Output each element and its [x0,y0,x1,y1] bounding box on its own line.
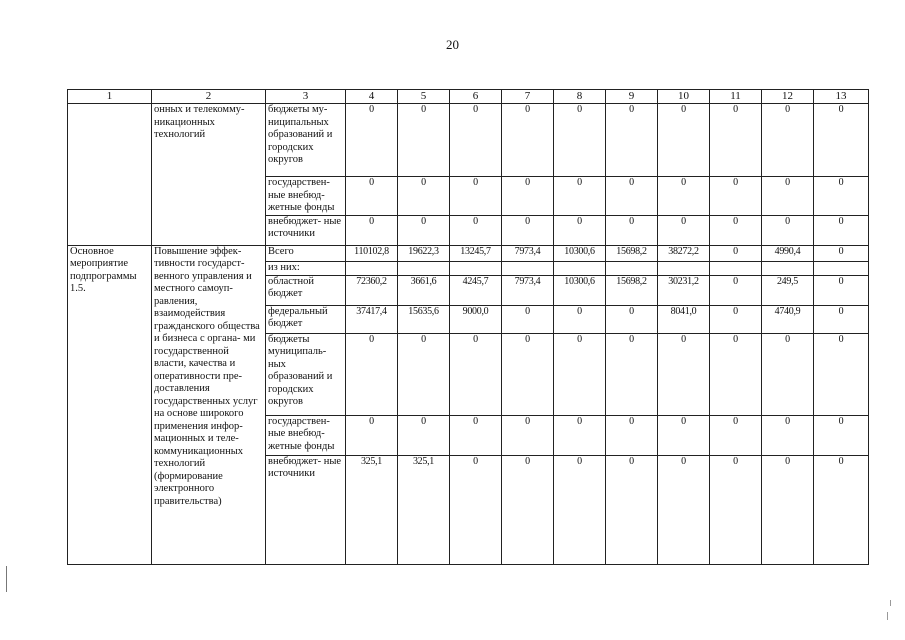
value-cell: 249,5 [762,275,814,305]
value-cell [346,261,398,275]
value-cell: 0 [554,415,606,455]
value-cell: 0 [398,333,450,415]
value-cell: 0 [710,215,762,245]
value-cell [606,261,658,275]
value-cell: 0 [450,415,502,455]
value-cell: 0 [710,245,762,261]
value-cell: 0 [710,333,762,415]
value-cell: 0 [814,415,869,455]
value-cell: 0 [606,215,658,245]
activity-description: Повышение эффек- тивности государст- венного управления и местного самоуп- равления, взаимодействия гражданского общества и бизнеса с органа- ми государственной власти, качества и оперативности пре- доставления государственных услуг на основе широкого применения инфор- мационных и теле- коммуникационных технологий (формирование электронного правительства) [152,245,266,564]
value-cell [554,261,606,275]
column-header: 2 [152,90,266,104]
value-cell: 0 [710,104,762,177]
value-cell: 0 [398,215,450,245]
value-cell: 0 [606,305,658,333]
column-header: 6 [450,90,502,104]
funding-source: внебюджет- ные источники [266,215,346,245]
value-cell: 0 [502,415,554,455]
value-cell: 0 [606,104,658,177]
value-cell: 19622,3 [398,245,450,261]
funding-source: бюджеты муниципаль- ных образований и городских округов [266,333,346,415]
scan-artifact-dot [887,612,888,620]
value-cell: 0 [814,305,869,333]
value-cell: 325,1 [346,455,398,564]
value-cell: 10300,6 [554,275,606,305]
funding-source: государствен- ные внебюд- жетные фонды [266,177,346,216]
value-cell [710,261,762,275]
value-cell: 72360,2 [346,275,398,305]
table-row-total [68,245,869,261]
value-cell [398,261,450,275]
value-cell: 0 [814,275,869,305]
funding-source: государствен- ные внебюд- жетные фонды [266,415,346,455]
value-cell: 0 [450,455,502,564]
activity-description: онных и телекомму- никационных технологий [152,104,266,246]
value-cell: 0 [346,415,398,455]
value-cell: 0 [814,455,869,564]
value-cell: 0 [554,455,606,564]
value-cell: 9000,0 [450,305,502,333]
value-cell: 0 [554,104,606,177]
scan-artifact-dot [890,600,891,606]
value-cell: 0 [814,215,869,245]
value-cell: 10300,6 [554,245,606,261]
value-cell [658,261,710,275]
value-cell: 4245,7 [450,275,502,305]
value-cell: 0 [658,333,710,415]
value-cell: 0 [502,305,554,333]
value-cell: 13245,7 [450,245,502,261]
value-cell: 0 [658,455,710,564]
column-header: 12 [762,90,814,104]
value-cell: 4990,4 [762,245,814,261]
column-header: 8 [554,90,606,104]
value-cell: 0 [762,177,814,216]
column-header: 5 [398,90,450,104]
funding-source: Всего [266,245,346,261]
value-cell [450,261,502,275]
activity-cell [68,104,152,246]
value-cell: 4740,9 [762,305,814,333]
column-header: 10 [658,90,710,104]
value-cell: 0 [814,245,869,261]
value-cell: 0 [762,215,814,245]
funding-source: внебюджет- ные источники [266,455,346,564]
value-cell: 0 [658,177,710,216]
funding-source: областной бюджет [266,275,346,305]
value-cell: 0 [710,177,762,216]
column-header: 9 [606,90,658,104]
column-header: 11 [710,90,762,104]
value-cell: 0 [502,177,554,216]
column-header: 13 [814,90,869,104]
value-cell: 0 [346,215,398,245]
value-cell: 0 [710,455,762,564]
value-cell: 8041,0 [658,305,710,333]
activity-number: Основное мероприятие подпрограммы 1.5. [68,245,152,564]
value-cell: 0 [450,177,502,216]
value-cell [814,261,869,275]
value-cell: 0 [398,415,450,455]
value-cell: 0 [554,333,606,415]
column-header: 1 [68,90,152,104]
value-cell: 0 [398,177,450,216]
value-cell: 15698,2 [606,245,658,261]
value-cell: 0 [658,215,710,245]
value-cell: 0 [502,455,554,564]
value-cell: 0 [606,177,658,216]
value-cell: 0 [554,177,606,216]
value-cell: 0 [606,333,658,415]
column-header: 7 [502,90,554,104]
value-cell: 0 [814,104,869,177]
value-cell [502,261,554,275]
value-cell: 0 [762,104,814,177]
column-header: 4 [346,90,398,104]
value-cell: 30231,2 [658,275,710,305]
value-cell: 0 [554,215,606,245]
value-cell: 15635,6 [398,305,450,333]
value-cell: 7973,4 [502,275,554,305]
budget-table [67,89,869,565]
column-number-row [68,90,869,104]
value-cell: 0 [346,333,398,415]
value-cell: 7973,4 [502,245,554,261]
value-cell: 0 [658,104,710,177]
value-cell: 0 [710,305,762,333]
funding-source: бюджеты му- ниципальных образований и городских округов [266,104,346,177]
value-cell: 0 [502,104,554,177]
value-cell: 325,1 [398,455,450,564]
value-cell: 0 [710,275,762,305]
value-cell: 0 [502,333,554,415]
value-cell: 0 [762,333,814,415]
value-cell: 37417,4 [346,305,398,333]
value-cell: 0 [450,333,502,415]
value-cell: 0 [450,215,502,245]
column-header: 3 [266,90,346,104]
value-cell: 0 [554,305,606,333]
scan-artifact-line [6,566,7,592]
value-cell: 15698,2 [606,275,658,305]
value-cell: 3661,6 [398,275,450,305]
value-cell: 0 [606,415,658,455]
page-number: 20 [446,37,459,52]
value-cell: 0 [502,215,554,245]
value-cell: 0 [762,455,814,564]
value-cell: 0 [346,104,398,177]
value-cell: 0 [762,415,814,455]
value-cell: 0 [346,177,398,216]
funding-source: федеральный бюджет [266,305,346,333]
value-cell: 0 [710,415,762,455]
table-row [68,104,869,177]
value-cell: 38272,2 [658,245,710,261]
value-cell: 0 [606,455,658,564]
value-cell: 0 [450,104,502,177]
value-cell: 110102,8 [346,245,398,261]
value-cell: 0 [658,415,710,455]
of-which-label: из них: [266,261,346,275]
value-cell: 0 [814,177,869,216]
value-cell: 0 [814,333,869,415]
value-cell: 0 [398,104,450,177]
value-cell [762,261,814,275]
